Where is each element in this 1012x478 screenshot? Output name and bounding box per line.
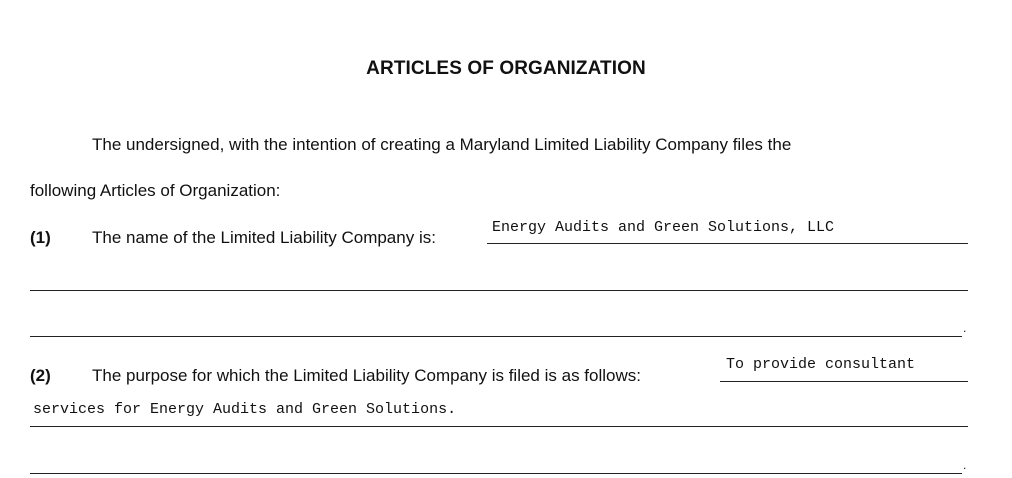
answer-line: [30, 336, 962, 337]
item-label: The purpose for which the Limited Liability Company is filed is as follows:: [92, 366, 641, 385]
purpose-value-line-2: services for Energy Audits and Green Solutions.: [33, 401, 457, 418]
item-number: (2): [30, 366, 51, 385]
intro-text-line-1: The undersigned, with the intention of creating a Maryland Limited Liability Company files the: [92, 135, 792, 154]
document-title: ARTICLES OF ORGANIZATION: [366, 58, 646, 79]
purpose-value-line-1: To provide consultant: [726, 356, 916, 373]
intro-text-line-2: following Articles of Organization:: [30, 181, 281, 200]
answer-line: [487, 243, 968, 244]
answer-line: [30, 426, 968, 427]
answer-line: [30, 473, 962, 474]
line-end-period: .: [963, 321, 967, 335]
line-end-period: .: [963, 458, 967, 472]
item-label: The name of the Limited Liability Company is:: [92, 228, 436, 247]
company-name-value: Energy Audits and Green Solutions, LLC: [492, 219, 835, 236]
answer-line: [30, 290, 968, 291]
item-number: (1): [30, 228, 51, 247]
answer-line: [720, 381, 968, 382]
